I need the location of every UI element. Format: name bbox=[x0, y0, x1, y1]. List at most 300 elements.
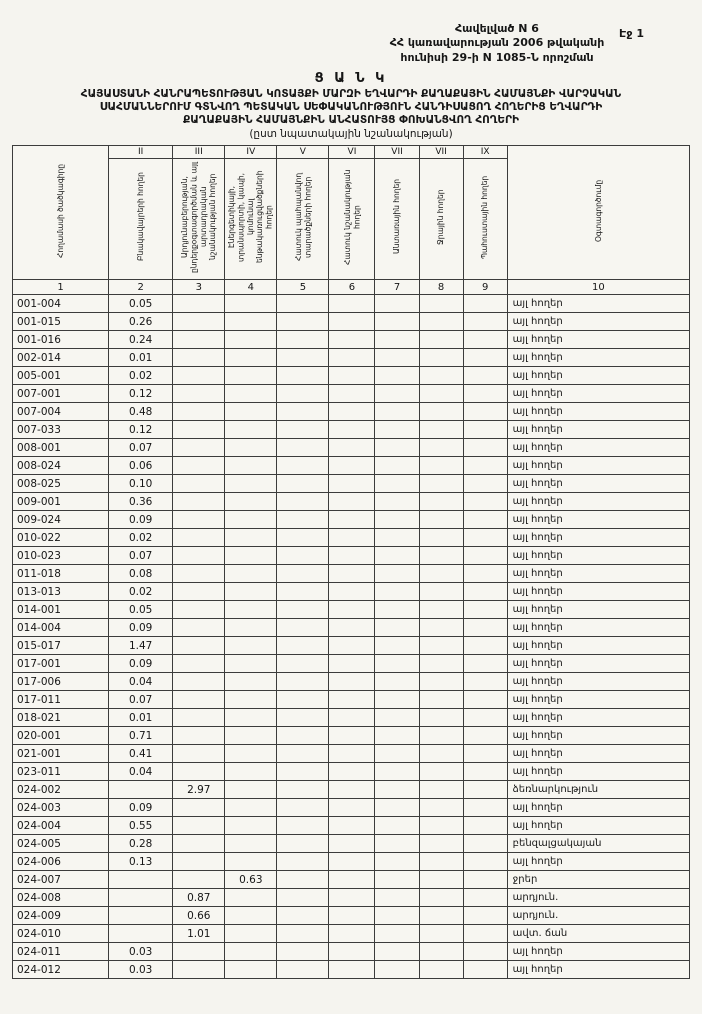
area-cell bbox=[173, 619, 225, 637]
col-header-text: Ջրային հողեր bbox=[436, 189, 446, 246]
roman-numeral: VII bbox=[375, 146, 419, 159]
table-row bbox=[13, 601, 690, 619]
area-cell bbox=[419, 403, 463, 421]
area-cell bbox=[225, 439, 277, 457]
area-cell bbox=[173, 385, 225, 403]
area-cell bbox=[173, 655, 225, 673]
area-cell bbox=[173, 853, 225, 871]
roman-numeral: VII bbox=[419, 146, 463, 159]
area-cell bbox=[277, 583, 329, 601]
area-cell bbox=[329, 799, 375, 817]
area-cell bbox=[463, 835, 507, 853]
area-cell: 0.09 bbox=[109, 799, 173, 817]
area-cell: 2.97 bbox=[173, 781, 225, 799]
area-cell bbox=[463, 871, 507, 889]
title-line-2: ՍԱՀՄԱՆՆԵՐՈՒՄ ԳՏՆՎՈՂ ՊԵՏԱԿԱՆ ՍԵՓԱԿԱՆՈՒԹՅՈՒՆ ՀԱՆԴԻՍԱՑՈՂ ՀՈՂԵՐԻՑ ԵՂՎԱՐԴԻ bbox=[99, 101, 603, 114]
area-cell bbox=[173, 367, 225, 385]
use-cell: այլ հողեր bbox=[507, 601, 689, 619]
col-header-text: Օգտագործումը bbox=[593, 180, 603, 243]
roman-numeral: II bbox=[109, 146, 173, 159]
area-cell bbox=[419, 871, 463, 889]
area-cell bbox=[329, 745, 375, 763]
area-cell bbox=[375, 475, 419, 493]
col-header-special-purpose bbox=[329, 159, 375, 280]
parcel-code: 001-016 bbox=[13, 331, 109, 349]
table-row bbox=[13, 529, 690, 547]
parcel-code: 024-010 bbox=[13, 925, 109, 943]
area-cell bbox=[329, 925, 375, 943]
area-cell bbox=[277, 889, 329, 907]
parcel-code: 007-033 bbox=[13, 421, 109, 439]
parcel-code: 021-001 bbox=[13, 745, 109, 763]
area-cell bbox=[225, 511, 277, 529]
use-cell: այլ հողեր bbox=[507, 853, 689, 871]
area-cell bbox=[225, 853, 277, 871]
area-cell bbox=[419, 925, 463, 943]
area-cell bbox=[329, 547, 375, 565]
area-cell bbox=[225, 799, 277, 817]
area-cell bbox=[109, 871, 173, 889]
area-cell bbox=[419, 547, 463, 565]
area-cell bbox=[329, 457, 375, 475]
parcel-code: 024-011 bbox=[13, 943, 109, 961]
area-cell bbox=[375, 295, 419, 313]
area-cell bbox=[419, 493, 463, 511]
area-cell bbox=[419, 619, 463, 637]
area-cell bbox=[225, 565, 277, 583]
parcel-code: 024-006 bbox=[13, 853, 109, 871]
parcel-code: 017-011 bbox=[13, 691, 109, 709]
area-cell bbox=[225, 421, 277, 439]
area-cell bbox=[463, 511, 507, 529]
column-number: 4 bbox=[225, 280, 277, 295]
area-cell bbox=[277, 961, 329, 979]
parcel-code: 024-004 bbox=[13, 817, 109, 835]
table-row bbox=[13, 385, 690, 403]
list-heading: Ց Ա Ն Կ bbox=[314, 70, 388, 86]
table-row bbox=[13, 709, 690, 727]
use-cell: այլ հողեր bbox=[507, 727, 689, 745]
area-cell bbox=[329, 529, 375, 547]
area-cell bbox=[277, 421, 329, 439]
col-header-text: Հողամասի ծածկագիրը bbox=[55, 164, 65, 259]
area-cell bbox=[329, 475, 375, 493]
area-cell bbox=[277, 475, 329, 493]
area-cell bbox=[463, 349, 507, 367]
area-cell: 0.02 bbox=[109, 583, 173, 601]
area-cell bbox=[419, 349, 463, 367]
area-cell: 0.04 bbox=[109, 673, 173, 691]
parcel-code: 017-006 bbox=[13, 673, 109, 691]
use-cell: այլ հողեր bbox=[507, 673, 689, 691]
table-row bbox=[13, 295, 690, 313]
parcel-code: 008-001 bbox=[13, 439, 109, 457]
area-cell bbox=[173, 511, 225, 529]
table-row bbox=[13, 493, 690, 511]
use-cell: այլ հողեր bbox=[507, 817, 689, 835]
col-header-reserve bbox=[463, 159, 507, 280]
area-cell bbox=[463, 313, 507, 331]
area-cell bbox=[375, 673, 419, 691]
area-cell bbox=[173, 331, 225, 349]
table-row bbox=[13, 421, 690, 439]
use-cell: այլ հողեր bbox=[507, 331, 689, 349]
area-cell bbox=[463, 709, 507, 727]
area-cell bbox=[277, 547, 329, 565]
area-cell bbox=[277, 655, 329, 673]
area-cell bbox=[419, 439, 463, 457]
area-cell bbox=[277, 529, 329, 547]
area-cell bbox=[375, 745, 419, 763]
area-cell bbox=[173, 439, 225, 457]
area-cell bbox=[173, 637, 225, 655]
area-cell bbox=[225, 961, 277, 979]
parcel-code: 009-001 bbox=[13, 493, 109, 511]
area-cell bbox=[329, 493, 375, 511]
area-cell bbox=[173, 295, 225, 313]
use-cell: այլ հողեր bbox=[507, 403, 689, 421]
column-number: 6 bbox=[329, 280, 375, 295]
use-cell: ավտ. ճան bbox=[507, 925, 689, 943]
roman-numeral: IX bbox=[463, 146, 507, 159]
use-cell: այլ հողեր bbox=[507, 619, 689, 637]
col-header-text: Արդյունաբերության, ընդերքօգտագործման և այլ արտադրական նշանակության հողեր bbox=[180, 161, 218, 273]
area-cell bbox=[277, 331, 329, 349]
use-cell: այլ հողեր bbox=[507, 313, 689, 331]
area-cell: 0.10 bbox=[109, 475, 173, 493]
area-cell bbox=[277, 799, 329, 817]
area-cell bbox=[225, 817, 277, 835]
area-cell bbox=[173, 421, 225, 439]
use-cell: այլ հողեր bbox=[507, 745, 689, 763]
area-cell bbox=[375, 511, 419, 529]
area-cell bbox=[225, 385, 277, 403]
table-row bbox=[13, 331, 690, 349]
decree-line-1: ՀՀ կառավարության 2006 թվականի bbox=[389, 36, 605, 50]
area-cell bbox=[173, 817, 225, 835]
area-cell bbox=[277, 457, 329, 475]
area-cell bbox=[225, 295, 277, 313]
use-cell: այլ հողեր bbox=[507, 565, 689, 583]
area-cell bbox=[375, 313, 419, 331]
area-cell bbox=[375, 403, 419, 421]
area-cell: 0.26 bbox=[109, 313, 173, 331]
area-cell bbox=[463, 367, 507, 385]
area-cell: 0.09 bbox=[109, 655, 173, 673]
area-cell bbox=[419, 673, 463, 691]
area-cell bbox=[277, 511, 329, 529]
parcel-code: 023-011 bbox=[13, 763, 109, 781]
area-cell bbox=[173, 475, 225, 493]
parcel-code: 024-002 bbox=[13, 781, 109, 799]
area-cell bbox=[463, 457, 507, 475]
table-row bbox=[13, 583, 690, 601]
parcel-code: 010-023 bbox=[13, 547, 109, 565]
parcel-code: 007-001 bbox=[13, 385, 109, 403]
roman-numeral-row bbox=[13, 146, 690, 159]
area-cell bbox=[329, 835, 375, 853]
area-cell bbox=[463, 619, 507, 637]
appendix-block bbox=[332, 22, 662, 65]
roman-numeral: IV bbox=[225, 146, 277, 159]
area-cell bbox=[329, 295, 375, 313]
area-cell bbox=[277, 673, 329, 691]
area-cell bbox=[375, 853, 419, 871]
use-cell: այլ հողեր bbox=[507, 367, 689, 385]
column-number: 2 bbox=[109, 280, 173, 295]
parcel-code: 001-004 bbox=[13, 295, 109, 313]
col-header-text: Պահուստային հողեր bbox=[480, 175, 490, 259]
area-cell bbox=[225, 889, 277, 907]
area-cell bbox=[277, 565, 329, 583]
area-cell bbox=[329, 691, 375, 709]
area-cell bbox=[375, 565, 419, 583]
table-row bbox=[13, 853, 690, 871]
parcel-code: 018-021 bbox=[13, 709, 109, 727]
area-cell bbox=[419, 601, 463, 619]
table-row bbox=[13, 439, 690, 457]
column-number: 3 bbox=[173, 280, 225, 295]
area-cell bbox=[225, 403, 277, 421]
area-cell bbox=[173, 601, 225, 619]
area-cell bbox=[375, 529, 419, 547]
area-cell: 0.24 bbox=[109, 331, 173, 349]
area-cell: 0.09 bbox=[109, 511, 173, 529]
area-cell bbox=[225, 943, 277, 961]
area-cell bbox=[109, 781, 173, 799]
area-cell bbox=[375, 619, 419, 637]
area-cell bbox=[419, 475, 463, 493]
area-cell bbox=[277, 943, 329, 961]
area-cell bbox=[463, 673, 507, 691]
area-cell bbox=[225, 529, 277, 547]
area-cell bbox=[375, 601, 419, 619]
area-cell bbox=[375, 691, 419, 709]
area-cell: 0.03 bbox=[109, 961, 173, 979]
area-cell bbox=[225, 601, 277, 619]
area-cell: 0.12 bbox=[109, 421, 173, 439]
column-number: 7 bbox=[375, 280, 419, 295]
table-row bbox=[13, 907, 690, 925]
table-row bbox=[13, 475, 690, 493]
table-row bbox=[13, 943, 690, 961]
parcel-code: 024-012 bbox=[13, 961, 109, 979]
area-cell: 0.41 bbox=[109, 745, 173, 763]
col-header-industrial bbox=[173, 159, 225, 280]
area-cell: 0.66 bbox=[173, 907, 225, 925]
col-header-energy-transport bbox=[225, 159, 277, 280]
area-cell bbox=[109, 925, 173, 943]
area-cell: 0.09 bbox=[109, 619, 173, 637]
area-cell bbox=[375, 583, 419, 601]
use-cell: այլ հողեր bbox=[507, 763, 689, 781]
parcel-code: 009-024 bbox=[13, 511, 109, 529]
area-cell bbox=[463, 745, 507, 763]
area-cell bbox=[277, 295, 329, 313]
parcel-code: 011-018 bbox=[13, 565, 109, 583]
area-cell bbox=[225, 547, 277, 565]
area-cell bbox=[375, 817, 419, 835]
area-cell bbox=[463, 889, 507, 907]
area-cell bbox=[463, 601, 507, 619]
table-row bbox=[13, 799, 690, 817]
area-cell bbox=[225, 349, 277, 367]
area-cell bbox=[225, 745, 277, 763]
area-cell bbox=[225, 457, 277, 475]
table-body bbox=[13, 295, 690, 979]
area-cell bbox=[419, 529, 463, 547]
area-cell bbox=[419, 853, 463, 871]
use-cell: ձեռնարկություն bbox=[507, 781, 689, 799]
area-cell bbox=[419, 511, 463, 529]
parcel-code: 024-003 bbox=[13, 799, 109, 817]
area-cell bbox=[173, 943, 225, 961]
area-cell bbox=[419, 583, 463, 601]
area-cell bbox=[463, 853, 507, 871]
area-cell bbox=[463, 331, 507, 349]
area-cell bbox=[329, 853, 375, 871]
area-cell bbox=[277, 313, 329, 331]
area-cell bbox=[109, 889, 173, 907]
table-row bbox=[13, 367, 690, 385]
area-cell bbox=[419, 295, 463, 313]
area-cell: 0.12 bbox=[109, 385, 173, 403]
area-cell bbox=[419, 709, 463, 727]
area-cell bbox=[329, 331, 375, 349]
area-cell: 0.07 bbox=[109, 691, 173, 709]
area-cell bbox=[173, 763, 225, 781]
area-cell bbox=[419, 655, 463, 673]
use-cell: այլ հողեր bbox=[507, 655, 689, 673]
table-row bbox=[13, 961, 690, 979]
area-cell bbox=[277, 835, 329, 853]
area-cell bbox=[375, 961, 419, 979]
column-number: 1 bbox=[13, 280, 109, 295]
area-cell bbox=[173, 313, 225, 331]
area-cell bbox=[329, 655, 375, 673]
area-cell bbox=[277, 637, 329, 655]
area-cell bbox=[329, 907, 375, 925]
area-cell bbox=[463, 439, 507, 457]
area-cell bbox=[375, 799, 419, 817]
area-cell bbox=[173, 349, 225, 367]
area-cell: 1.47 bbox=[109, 637, 173, 655]
area-cell bbox=[173, 709, 225, 727]
parcel-code: 020-001 bbox=[13, 727, 109, 745]
table-row bbox=[13, 817, 690, 835]
table-row bbox=[13, 763, 690, 781]
roman-numeral: V bbox=[277, 146, 329, 159]
parcel-code: 005-001 bbox=[13, 367, 109, 385]
area-cell bbox=[375, 367, 419, 385]
area-cell bbox=[419, 745, 463, 763]
area-cell bbox=[419, 565, 463, 583]
area-cell bbox=[419, 763, 463, 781]
area-cell bbox=[173, 673, 225, 691]
area-cell bbox=[375, 493, 419, 511]
col-header-use bbox=[507, 146, 689, 280]
parcel-code: 015-017 bbox=[13, 637, 109, 655]
area-cell bbox=[277, 709, 329, 727]
area-cell bbox=[463, 943, 507, 961]
use-cell: այլ հողեր bbox=[507, 511, 689, 529]
area-cell bbox=[173, 691, 225, 709]
area-cell bbox=[277, 871, 329, 889]
table-row bbox=[13, 835, 690, 853]
table-row bbox=[13, 511, 690, 529]
area-cell bbox=[225, 907, 277, 925]
table-row bbox=[13, 403, 690, 421]
table-row bbox=[13, 457, 690, 475]
area-cell bbox=[419, 691, 463, 709]
area-cell bbox=[375, 439, 419, 457]
table-row bbox=[13, 781, 690, 799]
area-cell bbox=[463, 691, 507, 709]
area-cell bbox=[463, 565, 507, 583]
area-cell bbox=[277, 745, 329, 763]
area-cell bbox=[277, 853, 329, 871]
use-cell: այլ հողեր bbox=[507, 637, 689, 655]
parcel-code: 024-008 bbox=[13, 889, 109, 907]
area-cell bbox=[329, 313, 375, 331]
use-cell: բենզալցակայան bbox=[507, 835, 689, 853]
area-cell: 1.01 bbox=[173, 925, 225, 943]
area-cell: 0.01 bbox=[109, 709, 173, 727]
area-cell bbox=[419, 907, 463, 925]
use-cell: այլ հողեր bbox=[507, 547, 689, 565]
area-cell bbox=[277, 781, 329, 799]
parcel-code: 010-022 bbox=[13, 529, 109, 547]
col-header-text: Անտառային հողեր bbox=[392, 179, 402, 255]
area-cell: 0.07 bbox=[109, 547, 173, 565]
area-cell bbox=[375, 871, 419, 889]
area-cell bbox=[329, 439, 375, 457]
area-cell bbox=[375, 457, 419, 475]
area-cell bbox=[225, 835, 277, 853]
area-cell bbox=[173, 403, 225, 421]
area-cell bbox=[225, 655, 277, 673]
area-cell bbox=[225, 691, 277, 709]
parcel-code: 024-005 bbox=[13, 835, 109, 853]
area-cell bbox=[277, 439, 329, 457]
col-header-text: Էներգետիկայի, տրանսպորտի, կապի, կոմունալ ենթակառուցվածքների հողեր bbox=[227, 170, 274, 264]
area-cell bbox=[419, 457, 463, 475]
area-cell bbox=[329, 349, 375, 367]
area-cell bbox=[277, 763, 329, 781]
area-cell bbox=[375, 385, 419, 403]
area-cell bbox=[463, 295, 507, 313]
area-cell bbox=[329, 385, 375, 403]
use-cell: արդյուն. bbox=[507, 907, 689, 925]
area-cell bbox=[277, 817, 329, 835]
area-cell bbox=[225, 583, 277, 601]
area-cell bbox=[463, 583, 507, 601]
col-header-water bbox=[419, 159, 463, 280]
area-cell bbox=[277, 907, 329, 925]
area-cell bbox=[225, 619, 277, 637]
area-cell bbox=[463, 727, 507, 745]
parcel-code: 007-004 bbox=[13, 403, 109, 421]
area-cell bbox=[329, 817, 375, 835]
area-cell bbox=[109, 907, 173, 925]
area-cell bbox=[225, 475, 277, 493]
area-cell bbox=[277, 385, 329, 403]
use-cell: այլ հողեր bbox=[507, 961, 689, 979]
area-cell bbox=[419, 943, 463, 961]
area-cell: 0.07 bbox=[109, 439, 173, 457]
parcel-code: 014-004 bbox=[13, 619, 109, 637]
area-cell bbox=[173, 457, 225, 475]
